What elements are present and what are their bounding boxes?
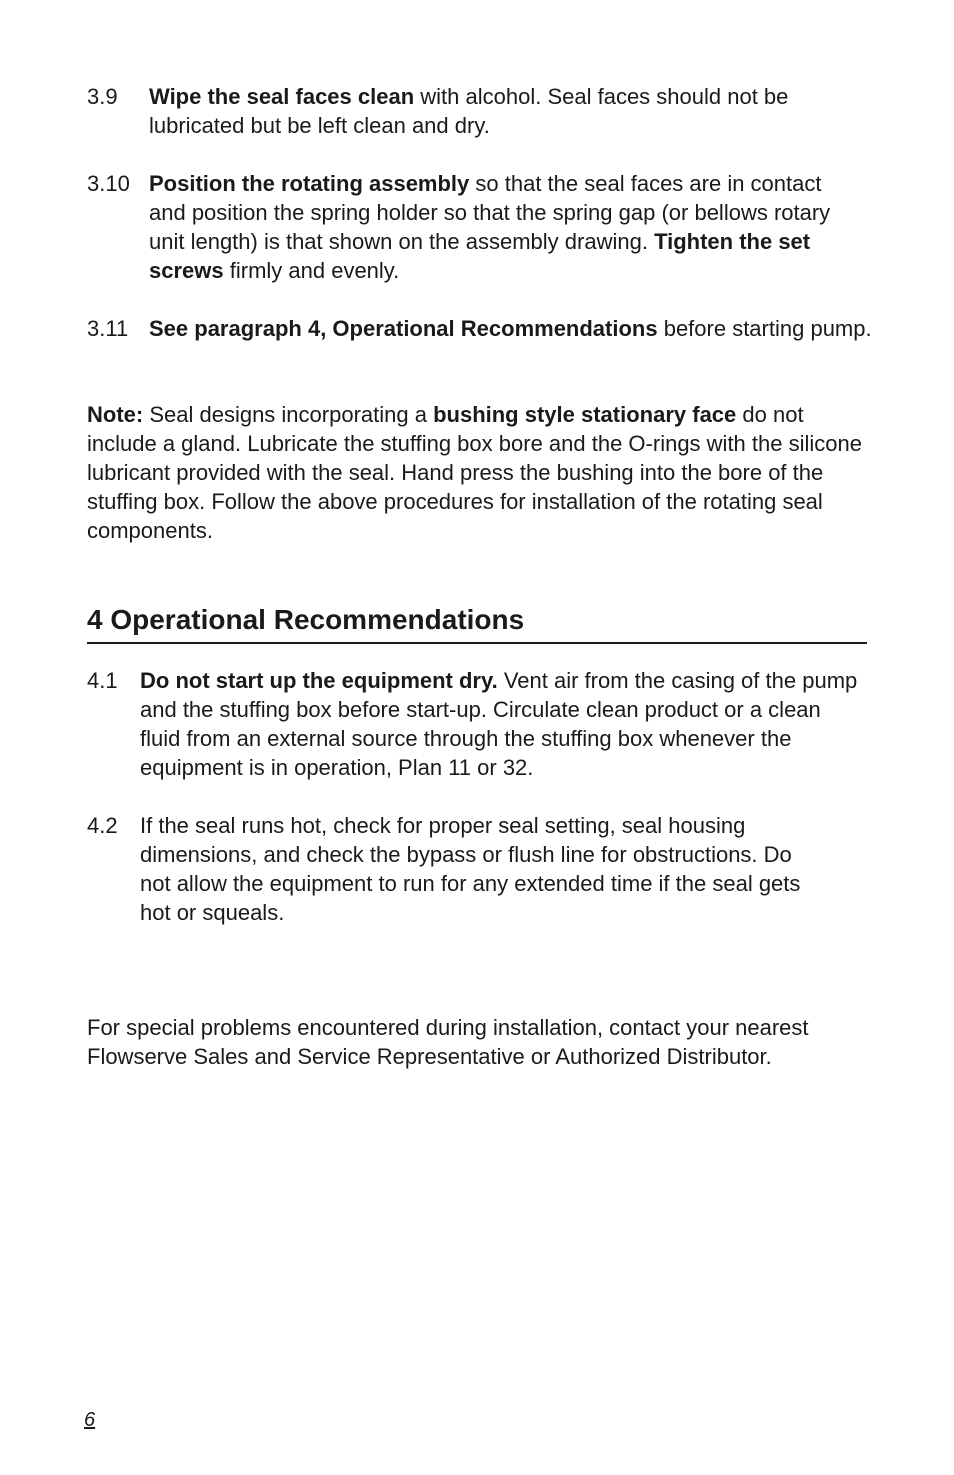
note-label: Note:: [87, 402, 144, 427]
step-3-9: [87, 82, 877, 140]
step-number: 4.2: [87, 813, 118, 838]
step-bold-text: Do not start up the equipment dry.: [140, 668, 498, 693]
step-bold-text: Position the rotating assembly: [149, 171, 470, 196]
step-plain-text: before starting pump.: [657, 316, 872, 341]
step-text: [140, 666, 865, 782]
note-text: Seal designs incorporating a: [143, 402, 434, 427]
step-4-2: [87, 811, 877, 927]
step-text: [149, 82, 879, 140]
step-number: 3.9: [87, 84, 118, 109]
step-bold-text: Wipe the seal faces clean: [149, 84, 415, 109]
step-text: [149, 314, 879, 343]
step-plain-text: with alcohol. Seal faces should not be lubricated but be left clean and dry.: [149, 84, 789, 138]
step-plain-text: Vent air from the casing of the pump and the stuffing box before start-up. Circulate clean product or a clean fluid from an external source through the stuffing box whenever the equipment is in operation, Plan 11 or 32.: [140, 668, 858, 780]
step-plain-text: so that the seal faces are in contact and position the spring holder so that the spring gap (or bellows rotary unit length) is that shown on the assembly drawing.: [149, 171, 831, 254]
step-number: 4.1: [87, 668, 118, 693]
step-number: 3.10: [87, 171, 130, 196]
section-heading: 4 Operational Recommendations: [87, 602, 867, 644]
contact-paragraph: For special problems encountered during installation, contact your nearest Flowserve Sales and Service Representative or Authorized Distributor.: [87, 1015, 809, 1069]
note-paragraph: [87, 400, 862, 545]
step-text: [149, 169, 859, 285]
step-3-11: [87, 314, 877, 343]
step-bold-text: See paragraph 4, Operational Recommendations: [149, 316, 658, 341]
page-number: 6: [84, 1409, 96, 1431]
step-4-1: [87, 666, 877, 782]
step-number: 3.11: [87, 316, 129, 341]
step-bold-text-2: Tighten the set screws: [149, 229, 811, 283]
step-3-10: [87, 169, 877, 285]
note-bold-text: bushing style stationary face: [433, 402, 737, 427]
step-plain-text-2: firmly and evenly.: [223, 258, 400, 283]
note-text-2: do not include a gland. Lubricate the stuffing box bore and the O-rings with the silicone lubricant provided with the seal. Hand press the bushing into the bore of the stuffing box. Follow the above procedures for installation of the rotating seal components.: [87, 402, 862, 543]
step-text: If the seal runs hot, check for proper seal setting, seal housing dimensions, and check the bypass or flush line for obstructions. Do not allow the equipment to run for any extended time if the seal gets hot or squeals.: [140, 813, 801, 925]
